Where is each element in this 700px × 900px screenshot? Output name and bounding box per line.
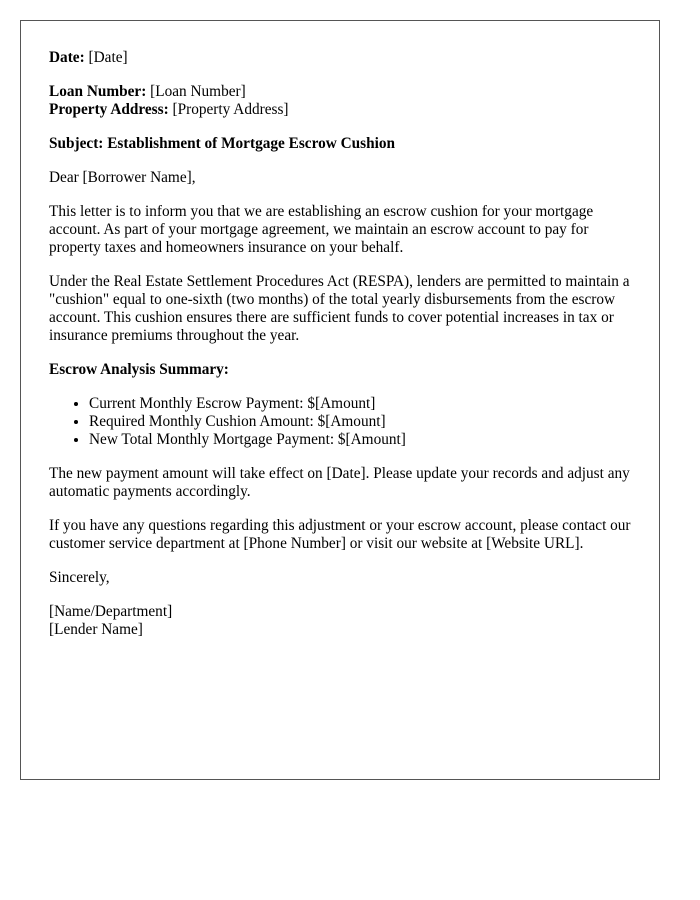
summary-heading: Escrow Analysis Summary: bbox=[49, 361, 229, 378]
summary-item: • Current Monthly Escrow Payment: $[Amount] bbox=[89, 395, 631, 413]
paragraph-intro: This letter is to inform you that we are establishing an escrow cushion for your mortgage account. As part of your mortgage agreement, we maintain an escrow account to pay for property taxes and homeowners insurance on your behalf. bbox=[49, 203, 594, 256]
loan-value: [Loan Number] bbox=[150, 83, 246, 100]
address-label: Property Address: bbox=[49, 101, 169, 118]
closing: Sincerely, bbox=[49, 569, 110, 586]
date-line bbox=[49, 49, 631, 67]
signature-lender: [Lender Name] bbox=[49, 621, 143, 638]
signature bbox=[49, 603, 631, 639]
address-value: [Property Address] bbox=[172, 101, 289, 118]
date-label: Date: bbox=[49, 49, 85, 66]
letter-page bbox=[20, 20, 660, 780]
date-value: [Date] bbox=[88, 49, 128, 66]
loan-label: Loan Number: bbox=[49, 83, 147, 100]
summary-item: • Required Monthly Cushion Amount: $[Amount] bbox=[89, 413, 631, 431]
loan-info bbox=[49, 83, 631, 119]
subject-line: Subject: Establishment of Mortgage Escrow Cushion bbox=[49, 135, 396, 152]
paragraph-contact: If you have any questions regarding this adjustment or your escrow account, please contact our customer service department at [Phone Number] or visit our website at [Website URL]. bbox=[49, 517, 631, 552]
summary-list bbox=[49, 395, 631, 449]
paragraph-effective: The new payment amount will take effect on [Date]. Please update your records and adjust any automatic payments accordingly. bbox=[49, 465, 630, 500]
summary-item: • New Total Monthly Mortgage Payment: $[Amount] bbox=[89, 431, 631, 449]
signature-name: [Name/Department] bbox=[49, 603, 173, 620]
greeting: Dear [Borrower Name], bbox=[49, 169, 196, 186]
paragraph-respa: Under the Real Estate Settlement Procedures Act (RESPA), lenders are permitted to maintain a "cushion" equal to one-sixth (two months) of the total yearly disbursements from the escrow account. This cushion ensures there are sufficient funds to cover potential increases in tax or insurance premiums throughout the year. bbox=[49, 273, 630, 344]
